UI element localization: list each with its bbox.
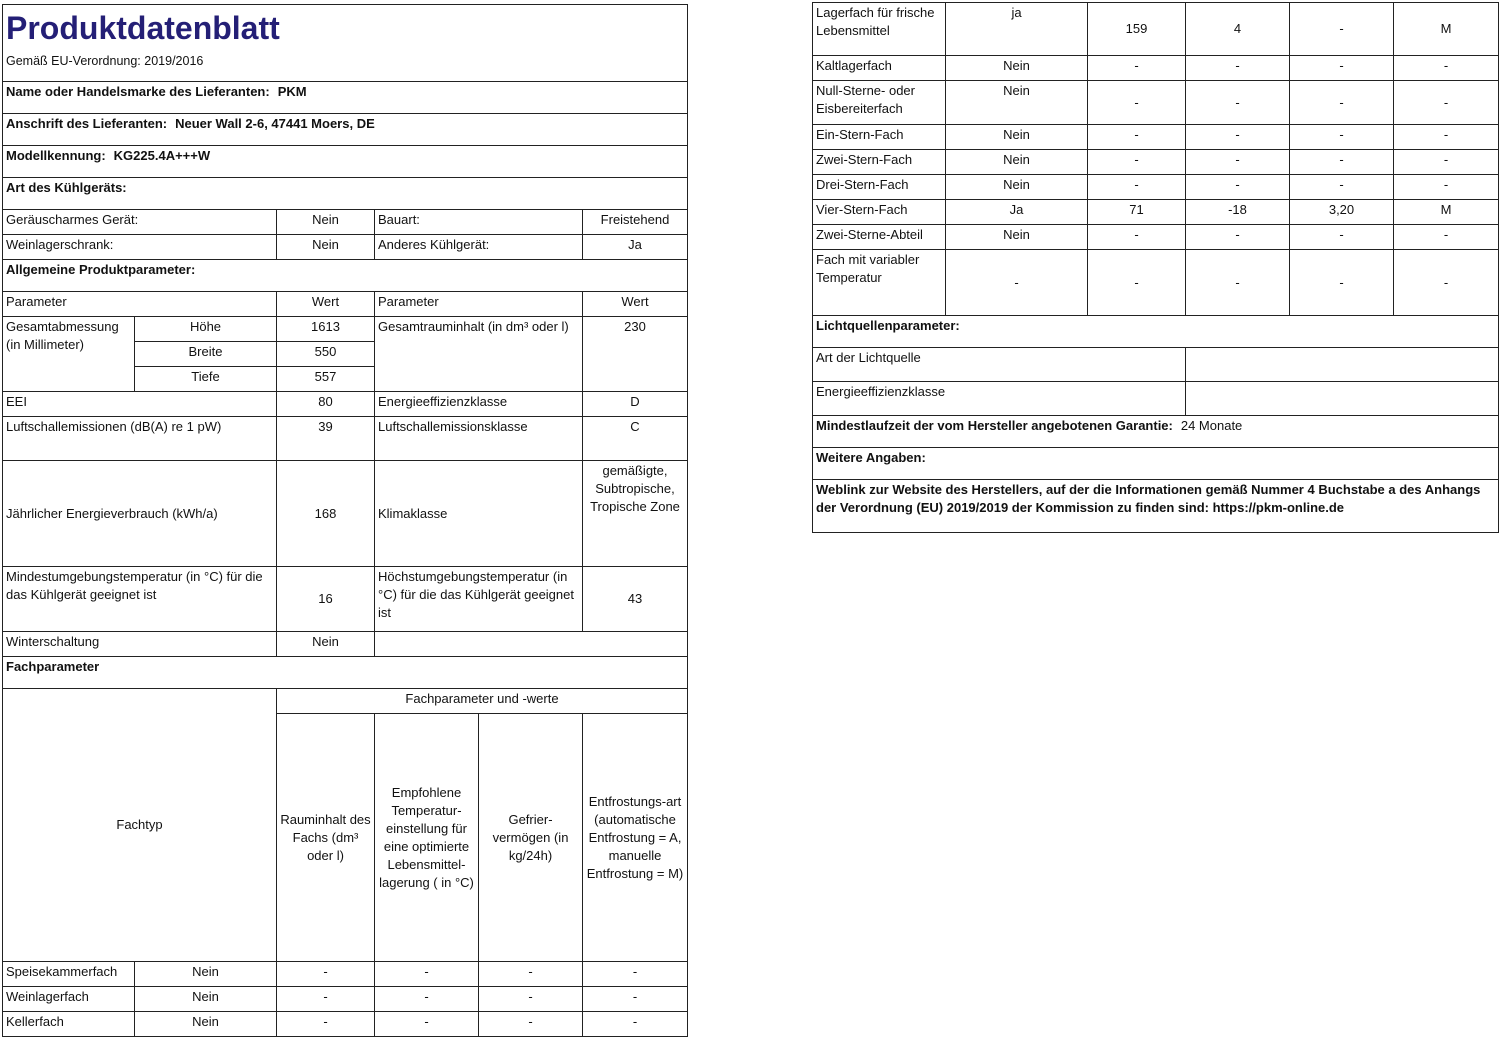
- max-temp-label: Höchstumgebungstemperatur (in °C) für die das Kühlgerät geeignet ist: [375, 567, 583, 632]
- compartment-present: -: [946, 250, 1088, 316]
- compartment-present: Nein: [946, 125, 1088, 150]
- compartment-freeze: -: [1290, 250, 1394, 316]
- compartment-volume: -: [1088, 250, 1186, 316]
- compartment-temp: -: [1186, 81, 1290, 125]
- min-temp-value: 16: [277, 567, 375, 632]
- warranty-label: Mindestlaufzeit der vom Hersteller angebotenen Garantie:: [816, 418, 1173, 433]
- climate-class-value: gemäßigte, Subtropische, Tropische Zone: [583, 461, 688, 567]
- compartment-temp: 4: [1186, 3, 1290, 56]
- empty-cell: [375, 632, 688, 657]
- compartment-present: Nein: [946, 81, 1088, 125]
- compartment-freeze: -: [1290, 3, 1394, 56]
- compartment-present: Nein: [946, 175, 1088, 200]
- table-row: [813, 125, 1499, 150]
- appliance-type-heading: Art des Kühlgeräts:: [3, 178, 688, 210]
- compartment-temp: -: [1186, 150, 1290, 175]
- col-volume-header: Rauminhalt des Fachs (dm³ oder l): [277, 714, 375, 962]
- noise-label: Luftschallemissionen (dB(A) re 1 pW): [3, 417, 277, 461]
- table-row: [813, 56, 1499, 81]
- page-subtitle: Gemäß EU-Verordnung: 2019/2016: [6, 54, 204, 68]
- compartment-defrost: -: [1394, 150, 1499, 175]
- min-temp-label: Mindestumgebungstemperatur (in °C) für die das Kühlgerät geeignet ist: [3, 567, 277, 632]
- compartment-volume: -: [1088, 56, 1186, 81]
- compartment-volume: -: [1088, 150, 1186, 175]
- table-row: [3, 987, 688, 1012]
- compartment-defrost: -: [1394, 250, 1499, 316]
- col-temp-header: Empfohlene Temperatur-einstellung für eine optimierte Lebensmittel-lagerung ( in °C): [375, 714, 479, 962]
- compartment-defrost: -: [583, 1012, 688, 1037]
- light-heading: Lichtquellenparameter:: [813, 316, 1499, 348]
- compartment-volume: -: [1088, 81, 1186, 125]
- compartment-name: Vier-Stern-Fach: [813, 200, 946, 225]
- other-appliance-value: Ja: [583, 235, 688, 260]
- value-header-2: Wert: [583, 292, 688, 317]
- compartment-temp: -: [1186, 250, 1290, 316]
- warranty-row: [813, 416, 1499, 448]
- table-row: [813, 175, 1499, 200]
- compartment-temp: -: [1186, 225, 1290, 250]
- total-volume-value: 230: [583, 317, 688, 392]
- compartment-volume: 159: [1088, 3, 1186, 56]
- header-cell: [3, 5, 688, 82]
- compartment-name: Zwei-Stern-Fach: [813, 150, 946, 175]
- compartment-temp: -: [1186, 56, 1290, 81]
- design-label: Bauart:: [375, 210, 583, 235]
- compartment-temp: -: [1186, 175, 1290, 200]
- product-datasheet-left: [2, 4, 688, 1037]
- noise-class-value: C: [583, 417, 688, 461]
- compartment-volume: -: [1088, 125, 1186, 150]
- annual-energy-label: Jährlicher Energieverbrauch (kWh/a): [3, 461, 277, 567]
- supplier-row: [3, 82, 688, 114]
- compartment-temp: -: [375, 987, 479, 1012]
- energy-class-label: Energieeffizienzklasse: [375, 392, 583, 417]
- table-row: [3, 962, 688, 987]
- compartment-present: Nein: [135, 1012, 277, 1037]
- light-type-value: [1186, 348, 1499, 382]
- compartment-freeze: -: [1290, 81, 1394, 125]
- table-row: [813, 81, 1499, 125]
- supplier-label: Name oder Handelsmarke des Lieferanten:: [6, 84, 270, 99]
- light-eec-label: Energieeffizienzklasse: [813, 382, 1186, 416]
- compartment-defrost: -: [1394, 56, 1499, 81]
- compartment-defrost: -: [583, 962, 688, 987]
- total-volume-label: Gesamtrauminhalt (in dm³ oder l): [375, 317, 583, 392]
- table-row: [813, 225, 1499, 250]
- compartment-temp: -: [375, 1012, 479, 1037]
- warranty-value: 24 Monate: [1180, 418, 1243, 433]
- compartment-present: Nein: [946, 225, 1088, 250]
- weblink-text: Weblink zur Website des Herstellers, auf der die Informationen gemäß Nummer 4 Buchstabe a des Anhangs der Verordnung (EU) 2019/2019 der Kommission zu finden sind: https://pkm-online.de: [813, 480, 1499, 533]
- further-info-heading: Weitere Angaben:: [813, 448, 1499, 480]
- width-label: Breite: [135, 342, 277, 367]
- compartment-temp: -18: [1186, 200, 1290, 225]
- winter-label: Winterschaltung: [3, 632, 277, 657]
- compartment-present: Nein: [946, 56, 1088, 81]
- table-row: [813, 3, 1499, 56]
- col-defrost-header: Entfrostungs-art (automatische Entfrostung = A, manuelle Entfrostung = M): [583, 714, 688, 962]
- eei-label: EEI: [3, 392, 277, 417]
- compartment-name: Fach mit variabler Temperatur: [813, 250, 946, 316]
- compartment-name: Speisekammerfach: [3, 962, 135, 987]
- supplier-value: PKM: [277, 84, 307, 99]
- compartment-name: Null-Sterne- oder Eisbereiterfach: [813, 81, 946, 125]
- model-row: [3, 146, 688, 178]
- dimensions-label: Gesamtabmessung (in Millimeter): [3, 317, 135, 392]
- table-row: [3, 1012, 688, 1037]
- compartment-type-header: Fachtyp: [3, 689, 277, 962]
- annual-energy-value: 168: [277, 461, 375, 567]
- height-value: 1613: [277, 317, 375, 342]
- compartment-volume: -: [1088, 225, 1186, 250]
- compartment-freeze: 3,20: [1290, 200, 1394, 225]
- climate-class-label: Klimaklasse: [375, 461, 583, 567]
- model-value: KG225.4A+++W: [113, 148, 211, 163]
- compartment-present: Nein: [135, 987, 277, 1012]
- compartment-defrost: -: [1394, 81, 1499, 125]
- compartment-defrost: -: [1394, 225, 1499, 250]
- param-header-2: Parameter: [375, 292, 583, 317]
- compartment-name: Lagerfach für frische Lebensmittel: [813, 3, 946, 56]
- noise-value: 39: [277, 417, 375, 461]
- compartment-freeze: -: [479, 987, 583, 1012]
- col-freeze-header: Gefrier-vermögen (in kg/24h): [479, 714, 583, 962]
- depth-value: 557: [277, 367, 375, 392]
- table-row: [813, 250, 1499, 316]
- compartment-defrost: M: [1394, 200, 1499, 225]
- page-title: Produktdatenblatt: [6, 10, 280, 46]
- compartment-present: Nein: [135, 962, 277, 987]
- product-datasheet-right: [812, 2, 1499, 533]
- other-appliance-label: Anderes Kühlgerät:: [375, 235, 583, 260]
- compartment-name: Kaltlagerfach: [813, 56, 946, 81]
- depth-label: Tiefe: [135, 367, 277, 392]
- compartment-temp: -: [1186, 125, 1290, 150]
- winter-value: Nein: [277, 632, 375, 657]
- compartment-defrost: M: [1394, 3, 1499, 56]
- address-label: Anschrift des Lieferanten:: [6, 116, 168, 131]
- compartment-defrost: -: [583, 987, 688, 1012]
- compartment-freeze: -: [1290, 175, 1394, 200]
- low-noise-label: Geräuscharmes Gerät:: [3, 210, 277, 235]
- compartment-freeze: -: [1290, 225, 1394, 250]
- height-label: Höhe: [135, 317, 277, 342]
- compartment-present: Nein: [946, 150, 1088, 175]
- low-noise-value: Nein: [277, 210, 375, 235]
- compartment-freeze: -: [1290, 125, 1394, 150]
- address-row: [3, 114, 688, 146]
- compartment-present: ja: [946, 3, 1088, 56]
- compartment-name: Drei-Stern-Fach: [813, 175, 946, 200]
- compartment-volume: -: [277, 962, 375, 987]
- compartment-name: Ein-Stern-Fach: [813, 125, 946, 150]
- compartment-volume: 71: [1088, 200, 1186, 225]
- compartment-volume: -: [277, 987, 375, 1012]
- max-temp-value: 43: [583, 567, 688, 632]
- address-value: Neuer Wall 2-6, 47441 Moers, DE: [175, 116, 375, 131]
- model-label: Modellkennung:: [6, 148, 106, 163]
- design-value: Freistehend: [583, 210, 688, 235]
- wine-cabinet-label: Weinlagerschrank:: [3, 235, 277, 260]
- table-row: [813, 150, 1499, 175]
- compartment-volume: -: [1088, 175, 1186, 200]
- compartment-name: Kellerfach: [3, 1012, 135, 1037]
- light-eec-value: [1186, 382, 1499, 416]
- general-heading: Allgemeine Produktparameter:: [3, 260, 688, 292]
- compartment-params-header: Fachparameter und -werte: [277, 689, 688, 714]
- compartment-name: Zwei-Sterne-Abteil: [813, 225, 946, 250]
- width-value: 550: [277, 342, 375, 367]
- compartment-name: Weinlagerfach: [3, 987, 135, 1012]
- compartment-defrost: -: [1394, 175, 1499, 200]
- compartment-freeze: -: [479, 1012, 583, 1037]
- light-type-label: Art der Lichtquelle: [813, 348, 1186, 382]
- compartment-temp: -: [375, 962, 479, 987]
- table-row: [813, 200, 1499, 225]
- noise-class-label: Luftschallemissionsklasse: [375, 417, 583, 461]
- compartments-heading: Fachparameter: [3, 657, 688, 689]
- compartment-defrost: -: [1394, 125, 1499, 150]
- energy-class-value: D: [583, 392, 688, 417]
- eei-value: 80: [277, 392, 375, 417]
- compartment-volume: -: [277, 1012, 375, 1037]
- compartment-freeze: -: [1290, 150, 1394, 175]
- compartment-freeze: -: [479, 962, 583, 987]
- compartment-present: Ja: [946, 200, 1088, 225]
- wine-cabinet-value: Nein: [277, 235, 375, 260]
- value-header: Wert: [277, 292, 375, 317]
- compartment-freeze: -: [1290, 56, 1394, 81]
- param-header: Parameter: [3, 292, 277, 317]
